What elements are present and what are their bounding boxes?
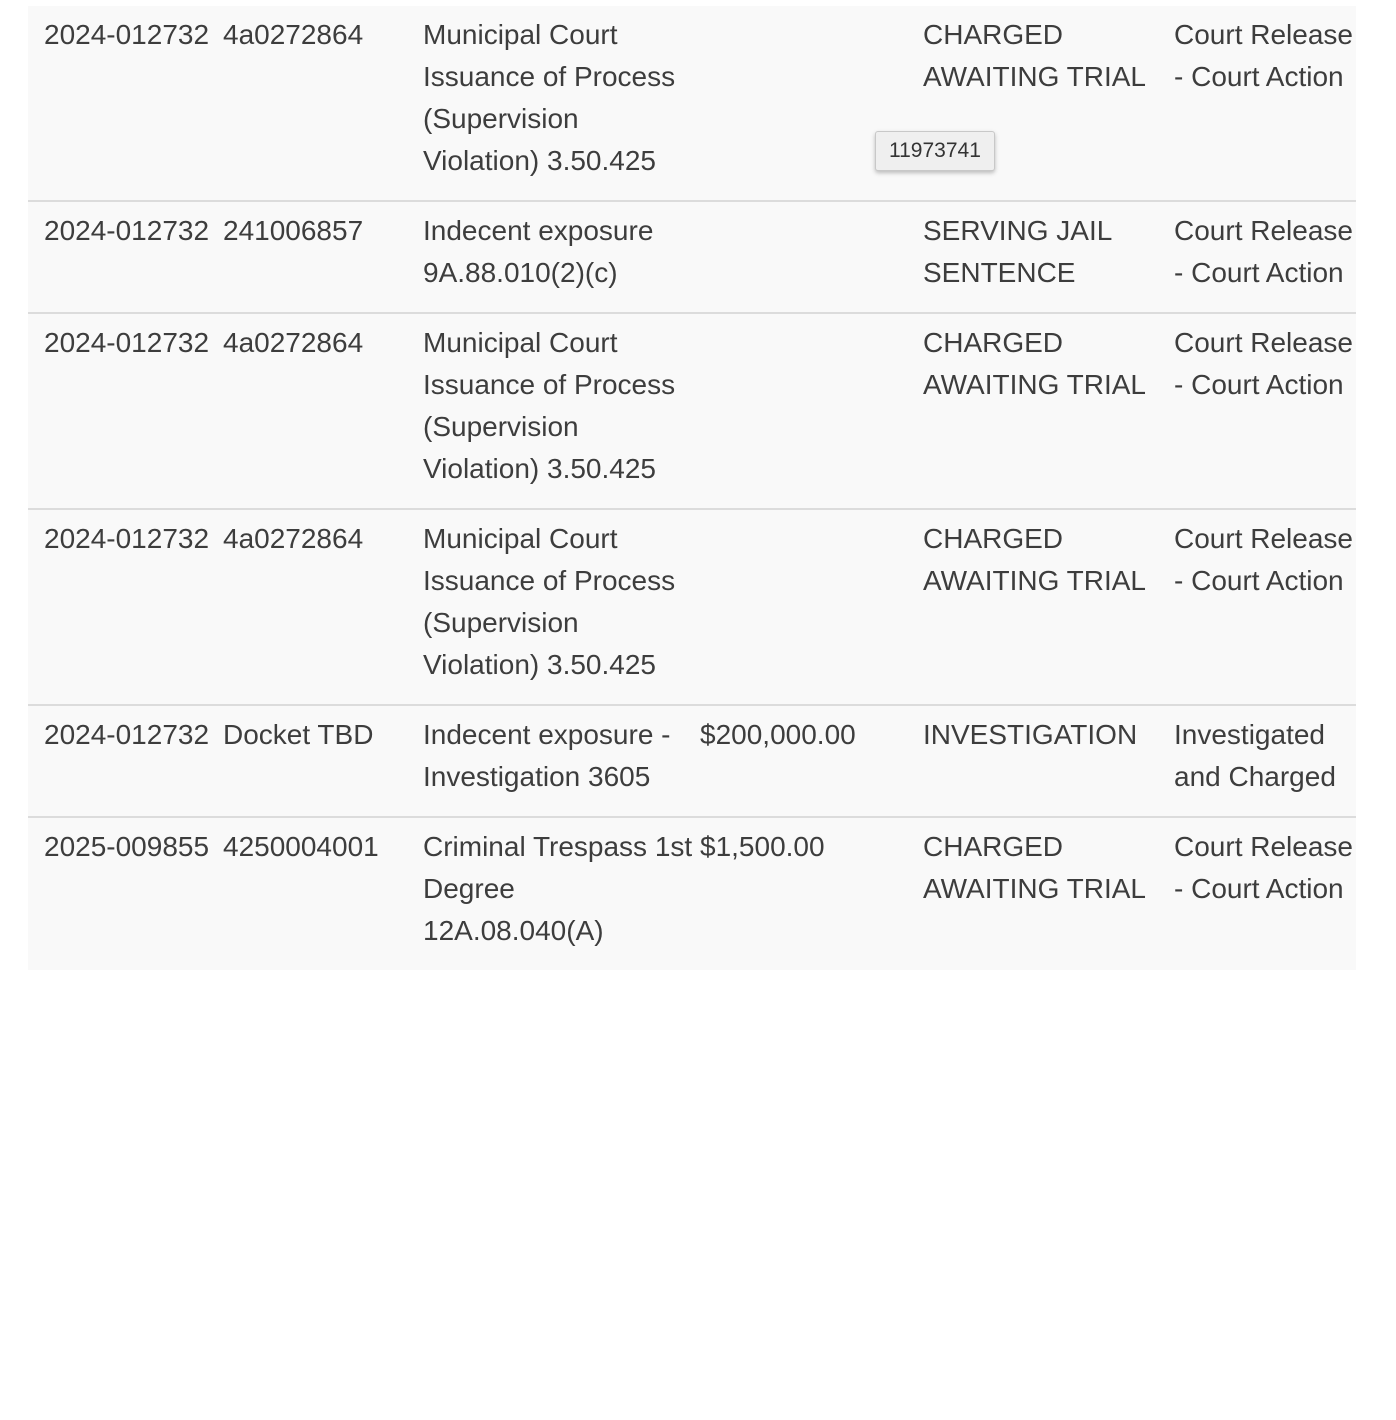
release-reason-text: Court Release - Court Action xyxy=(1174,831,1353,904)
charge-description-text: Indecent exposure - Investigation 3605 xyxy=(423,719,671,792)
charge-description-cell xyxy=(423,201,700,313)
booking-number-cell xyxy=(28,817,223,970)
release-reason-cell xyxy=(1174,6,1356,201)
booking-number-text: 2024-012732 xyxy=(44,19,210,50)
charge-status-text: CHARGED AWAITING TRIAL xyxy=(923,523,1146,596)
charges-table-container xyxy=(28,6,1356,970)
table-row xyxy=(28,313,1356,509)
charge-status-cell xyxy=(923,509,1174,705)
charge-status-text: SERVING JAIL SENTENCE xyxy=(923,215,1112,288)
booking-number-cell xyxy=(28,705,223,817)
charge-description-text: Municipal Court Issuance of Process (Supervision Violation) 3.50.425 xyxy=(423,19,676,176)
table-row xyxy=(28,705,1356,817)
bail-amount-cell xyxy=(700,313,923,509)
charges-table-body xyxy=(28,6,1356,970)
bail-amount-text: $200,000.00 xyxy=(700,719,856,750)
booking-number-cell xyxy=(28,509,223,705)
docket-number-text: 4a0272864 xyxy=(223,19,364,50)
charge-description-text: Indecent exposure 9A.88.010(2)(c) xyxy=(423,215,654,288)
docket-number-text: Docket TBD xyxy=(223,719,374,750)
docket-number-text: 4a0272864 xyxy=(223,523,364,554)
bail-amount-cell xyxy=(700,817,923,970)
charge-status-cell xyxy=(923,705,1174,817)
table-row xyxy=(28,201,1356,313)
charge-status-text: CHARGED AWAITING TRIAL xyxy=(923,831,1146,904)
bail-amount-cell xyxy=(700,6,923,201)
booking-number-text: 2025-009855 xyxy=(44,831,210,862)
bail-amount-cell xyxy=(700,705,923,817)
charge-status-text: CHARGED AWAITING TRIAL xyxy=(923,19,1146,92)
release-reason-text: Court Release - Court Action xyxy=(1174,523,1353,596)
charge-status-cell xyxy=(923,817,1174,970)
charge-description-cell xyxy=(423,313,700,509)
charge-description-cell xyxy=(423,6,700,201)
docket-number-cell xyxy=(223,201,423,313)
docket-number-cell xyxy=(223,313,423,509)
table-row xyxy=(28,509,1356,705)
table-row xyxy=(28,6,1356,201)
booking-number-text: 2024-012732 xyxy=(44,523,210,554)
charge-description-text: Municipal Court Issuance of Process (Supervision Violation) 3.50.425 xyxy=(423,327,676,484)
charge-description-cell xyxy=(423,817,700,970)
docket-number-cell xyxy=(223,509,423,705)
charge-description-text: Municipal Court Issuance of Process (Supervision Violation) 3.50.425 xyxy=(423,523,676,680)
booking-number-cell xyxy=(28,201,223,313)
charge-status-cell xyxy=(923,6,1174,201)
release-reason-cell xyxy=(1174,817,1356,970)
docket-number-cell xyxy=(223,705,423,817)
tooltip-text: 11973741 xyxy=(889,139,981,162)
bail-amount-cell xyxy=(700,201,923,313)
release-reason-text: Court Release - Court Action xyxy=(1174,327,1353,400)
charge-status-text: INVESTIGATION xyxy=(923,719,1138,750)
docket-number-text: 241006857 xyxy=(223,215,364,246)
charge-description-cell xyxy=(423,509,700,705)
docket-number-text: 4a0272864 xyxy=(223,327,364,358)
docket-number-text: 4250004001 xyxy=(223,831,379,862)
booking-number-text: 2024-012732 xyxy=(44,327,210,358)
docket-number-cell xyxy=(223,817,423,970)
table-row xyxy=(28,817,1356,970)
release-reason-text: Investigated and Charged xyxy=(1174,719,1336,792)
docket-number-cell xyxy=(223,6,423,201)
booking-number-cell xyxy=(28,313,223,509)
hover-tooltip xyxy=(875,131,995,171)
release-reason-text: Court Release - Court Action xyxy=(1174,215,1353,288)
release-reason-cell xyxy=(1174,509,1356,705)
booking-number-text: 2024-012732 xyxy=(44,719,210,750)
charges-table xyxy=(28,6,1356,970)
charge-status-cell xyxy=(923,313,1174,509)
charge-status-cell xyxy=(923,201,1174,313)
charge-status-text: CHARGED AWAITING TRIAL xyxy=(923,327,1146,400)
release-reason-text: Court Release - Court Action xyxy=(1174,19,1353,92)
release-reason-cell xyxy=(1174,201,1356,313)
release-reason-cell xyxy=(1174,705,1356,817)
charge-description-text: Criminal Trespass 1st Degree 12A.08.040(A) xyxy=(423,831,693,946)
booking-number-text: 2024-012732 xyxy=(44,215,210,246)
booking-number-cell xyxy=(28,6,223,201)
bail-amount-text: $1,500.00 xyxy=(700,831,825,862)
bail-amount-cell xyxy=(700,509,923,705)
charge-description-cell xyxy=(423,705,700,817)
release-reason-cell xyxy=(1174,313,1356,509)
